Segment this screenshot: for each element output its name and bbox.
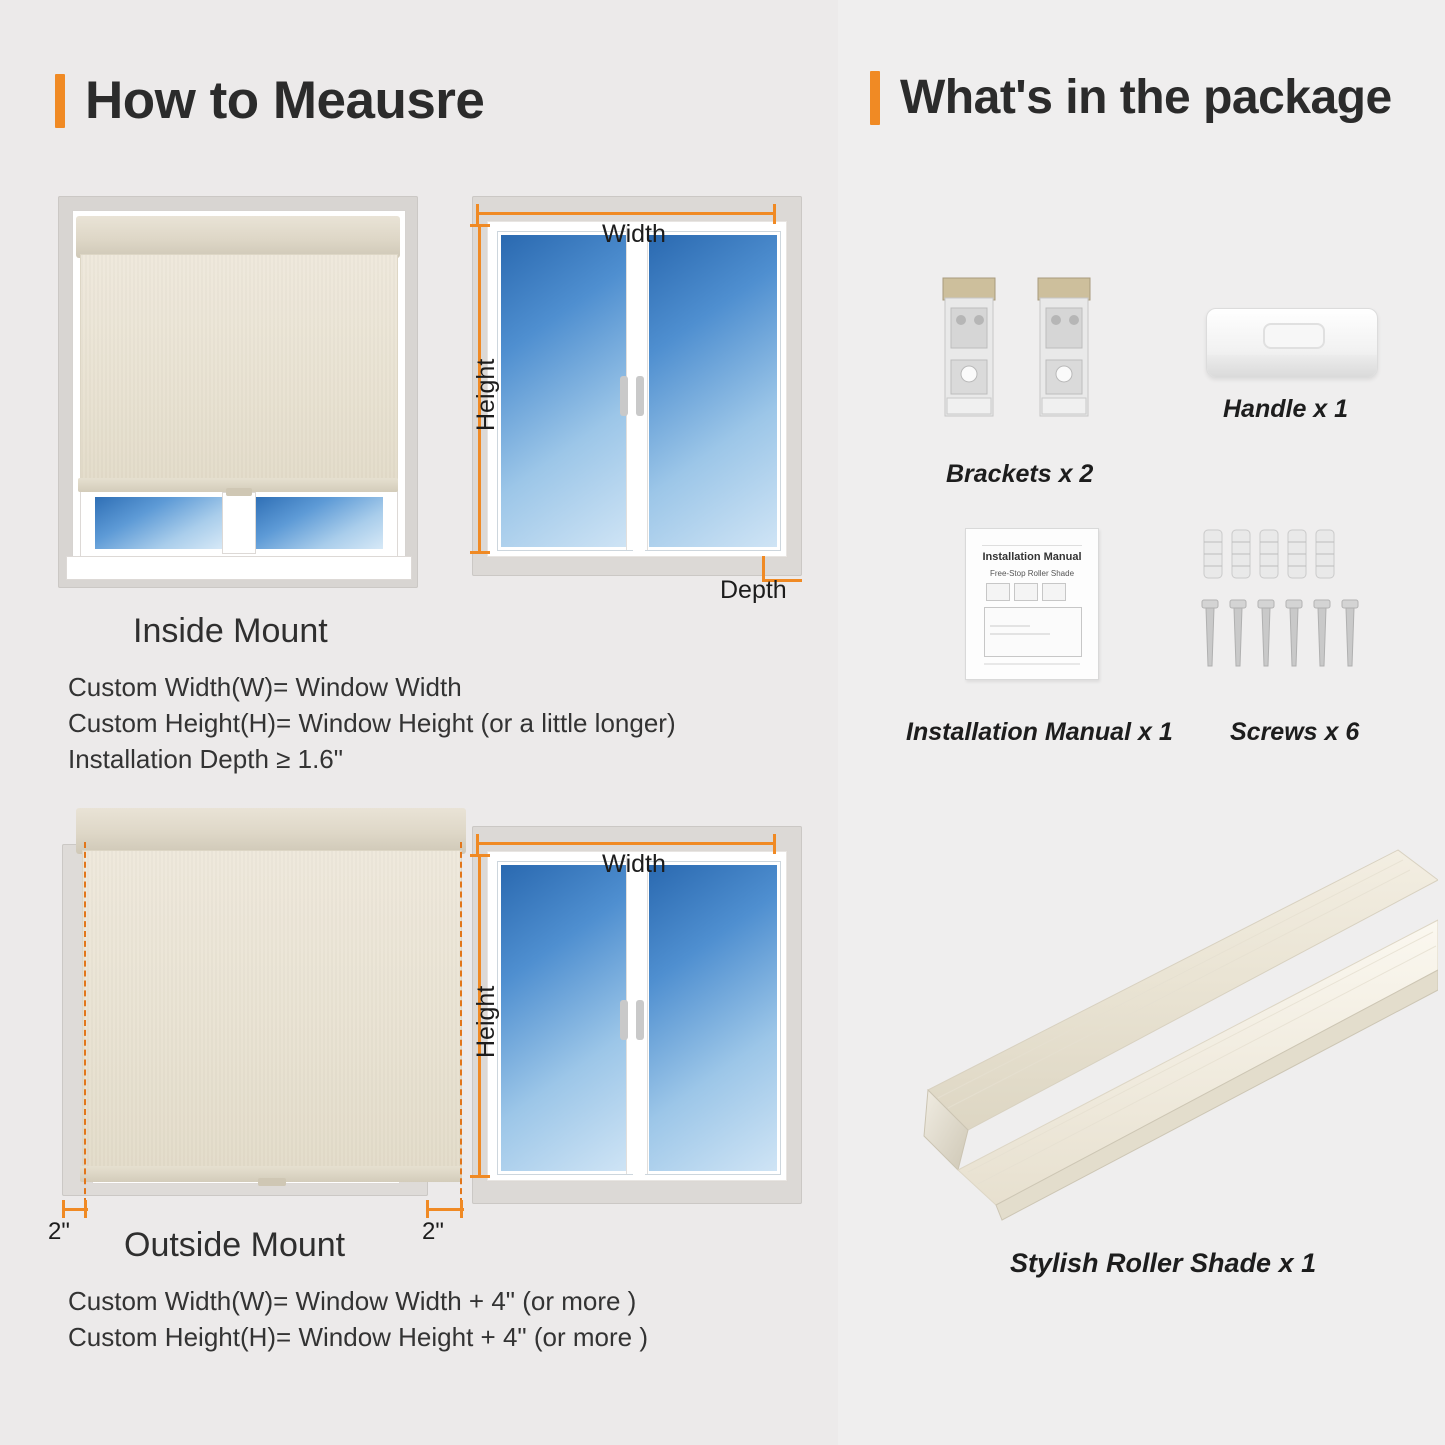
manual-caption: Installation Manual x 1	[906, 718, 1173, 746]
inside-height-label: Height	[472, 358, 500, 431]
inside-line-2: Custom Height(H)= Window Height (or a little longer)	[68, 708, 676, 738]
outside-mount-title: Outside Mount	[124, 1226, 346, 1264]
inside-width-label: Width	[602, 220, 666, 248]
heading-accent-bar	[55, 74, 65, 128]
handle-illustration	[1206, 308, 1378, 378]
outside-line-1: Custom Width(W)= Window Width + 4" (or more )	[68, 1286, 637, 1316]
package-contents-panel	[838, 0, 1445, 1445]
installation-manual-illustration	[965, 528, 1099, 680]
heading-text: How to Meausre	[85, 71, 485, 130]
outside-right-offset-label: 2"	[422, 1218, 444, 1245]
brackets-illustration	[933, 268, 1103, 438]
heading-accent-bar-2	[870, 71, 880, 125]
roller-shade-illustration	[898, 840, 1438, 1240]
outside-mount-measure-window	[462, 820, 802, 1220]
how-to-measure-heading	[55, 70, 484, 131]
inside-line-1: Custom Width(W)= Window Width	[68, 672, 462, 702]
manual-subtitle: Free-Stop Roller Shade	[989, 569, 1075, 578]
brackets-caption: Brackets x 2	[946, 460, 1094, 488]
inside-depth-label: Depth	[720, 576, 787, 604]
inside-mount-measure-window	[462, 196, 802, 604]
outside-left-offset-label: 2"	[48, 1218, 70, 1245]
inside-mount-title: Inside Mount	[133, 612, 328, 650]
screws-illustration	[1198, 520, 1398, 690]
inside-line-3: Installation Depth ≥ 1.6"	[68, 744, 343, 774]
inside-mount-illustration	[58, 196, 418, 588]
package-heading-text: What's in the package	[900, 71, 1392, 124]
outside-width-label: Width	[602, 850, 666, 878]
package-heading	[870, 70, 1392, 125]
manual-title: Installation Manual	[982, 551, 1082, 563]
roller-shade-caption: Stylish Roller Shade x 1	[1010, 1248, 1317, 1278]
handle-caption: Handle x 1	[1223, 395, 1349, 423]
screws-caption: Screws x 6	[1230, 718, 1360, 746]
outside-line-2: Custom Height(H)= Window Height + 4" (or more )	[68, 1322, 648, 1352]
outside-height-label: Height	[472, 985, 500, 1058]
